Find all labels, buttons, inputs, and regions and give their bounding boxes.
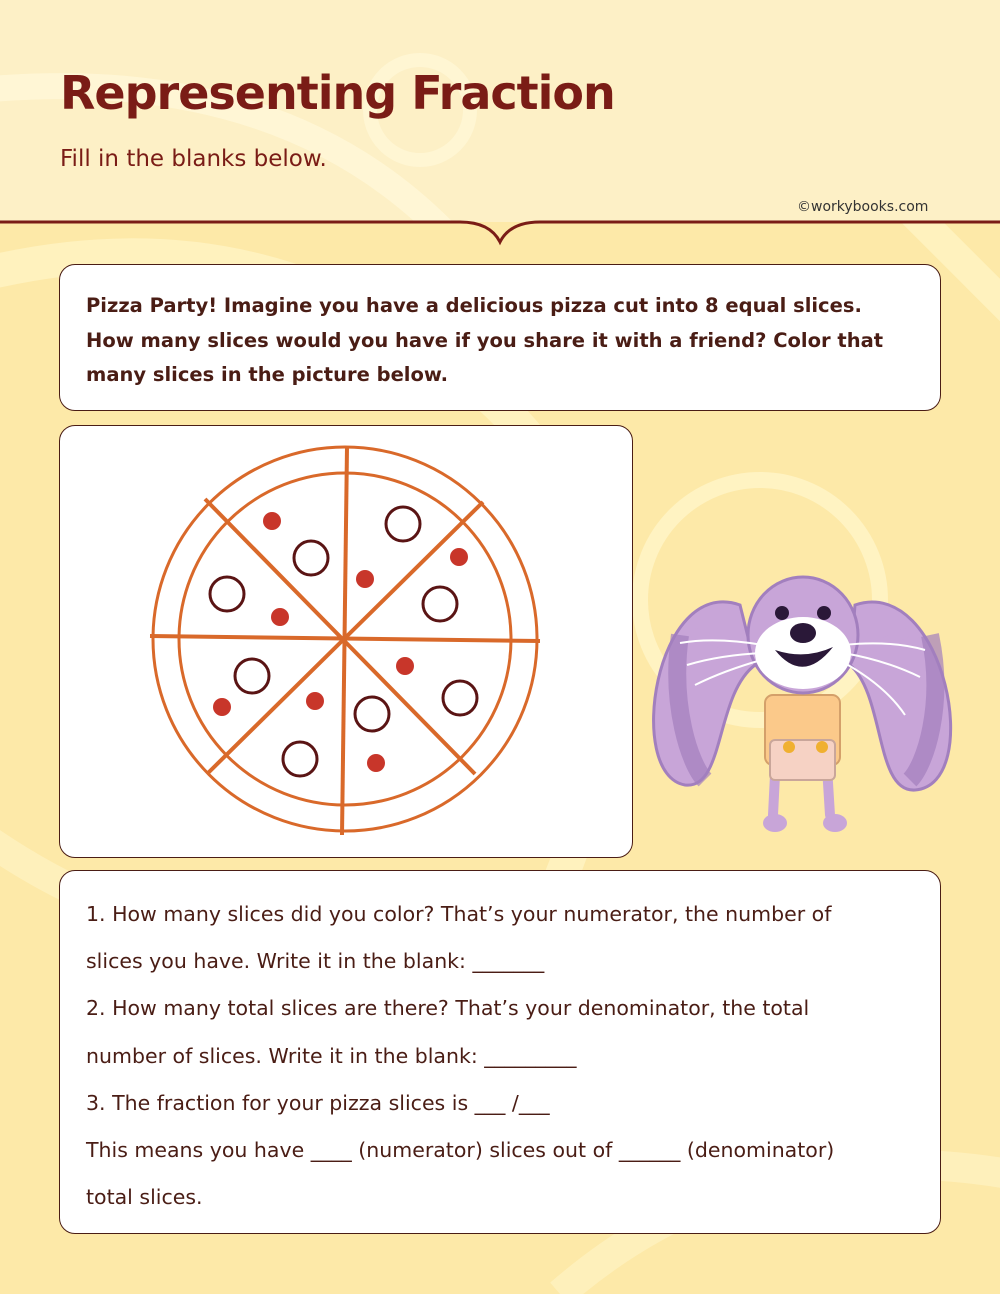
meaning-line[interactable]: This means you have ____ (numerator) slices out of ______ (denominator) (86, 1138, 835, 1163)
copyright-text: ©workybooks.com (797, 199, 929, 215)
intro-line: Pizza Party! Imagine you have a delicious pizza cut into 8 equal slices. (86, 294, 862, 317)
intro-line: many slices in the picture below. (86, 363, 449, 386)
question-2-line: 2. How many total slices are there? That’s your denominator, the total (86, 996, 810, 1021)
question-1-line: 1. How many slices did you color? That’s your numerator, the number of (86, 902, 832, 926)
question-3-fraction-line[interactable]: 3. The fraction for your pizza slices is ___ /___ (86, 1090, 550, 1115)
page-title: Representing Fraction (60, 66, 615, 120)
pizza-illustration[interactable] (145, 444, 545, 844)
bunny-mascot (645, 555, 985, 845)
page-subtitle: Fill in the blanks below. (60, 146, 327, 172)
intro-card (59, 264, 941, 411)
pizza-card (59, 425, 633, 858)
question-1-blank-line[interactable]: slices you have. Write it in the blank: _______ (86, 949, 545, 974)
question-2-blank-line[interactable]: number of slices. Write it in the blank: _________ (86, 1043, 577, 1068)
meaning-line-end: total slices. (86, 1185, 203, 1210)
intro-line: How many slices would you have if you share it with a friend? Color that (86, 328, 884, 352)
questions-card (59, 870, 941, 1234)
header-divider (0, 210, 1000, 250)
